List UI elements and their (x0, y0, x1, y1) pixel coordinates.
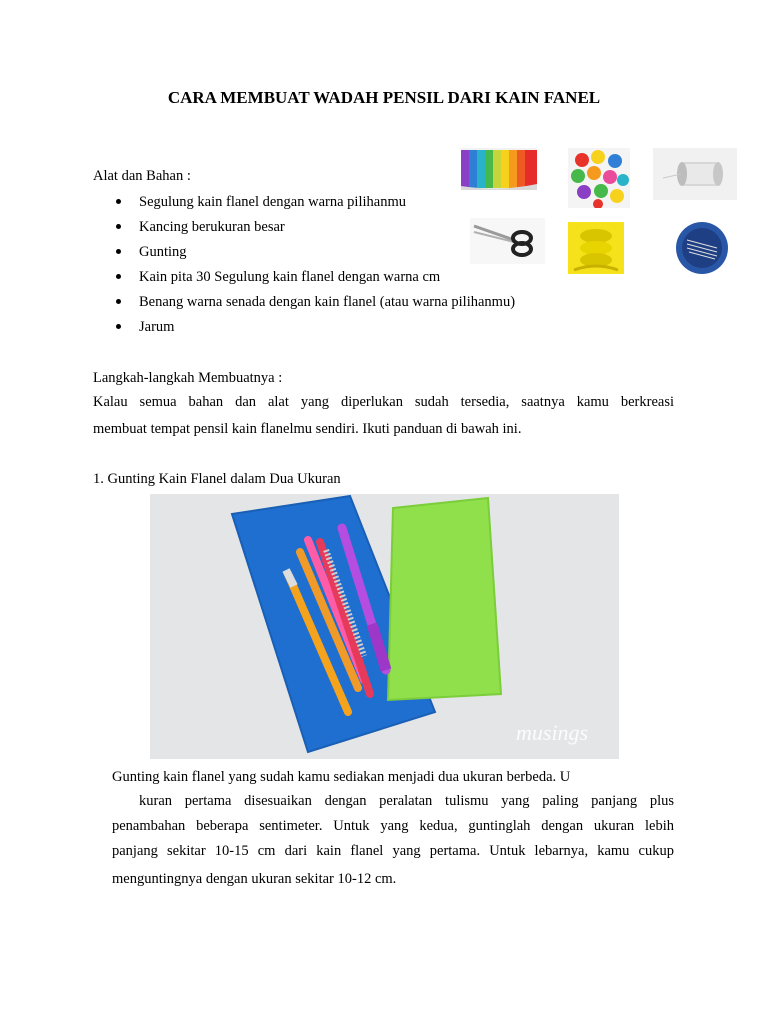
tools-heading: Alat dan Bahan : (93, 168, 191, 184)
needle-case-image (673, 220, 731, 276)
step-paragraph-line: penambahan beberapa sentimeter. Untuk yang kedua, guntinglah dengan ukuran lebih (112, 818, 674, 834)
bullet-icon (116, 299, 121, 304)
list-item: Benang warna senada dengan kain flanel (atau warna pilihanmu) (139, 294, 516, 310)
bullet-icon (116, 199, 121, 204)
step-paragraph-line: Gunting kain flanel yang sudah kamu sediakan menjadi dua ukuran berbeda. U (112, 769, 571, 785)
bullet-icon (116, 324, 121, 329)
list-item: Jarum (139, 319, 175, 335)
list-item: Segulung kain flanel dengan warna pilihanmu (139, 194, 406, 210)
felt-pencils-photo (150, 494, 619, 759)
bullet-icon (116, 224, 121, 229)
steps-intro-line: Kalau semua bahan dan alat yang diperlukan sudah tersedia, saatnya kamu berkreasi (93, 394, 674, 410)
step-paragraph-line: kuran pertama disesuaikan dengan peralatan tulismu yang paling panjang plus (139, 793, 674, 809)
steps-intro-line: membuat tempat pensil kain flanelmu sendiri. Ikuti panduan di bawah ini. (93, 421, 522, 437)
steps-heading: Langkah-langkah Membuatnya : (93, 370, 283, 386)
ribbon-image (568, 222, 624, 274)
list-item: Kain pita 30 Segulung kain flanel dengan warna cm (139, 269, 441, 285)
scissors-image (470, 218, 545, 264)
page-title: CARA MEMBUAT WADAH PENSIL DARI KAIN FANEL (167, 88, 601, 107)
photo-watermark: musings (516, 720, 589, 745)
buttons-image (568, 148, 630, 208)
step-paragraph-line: panjang sekitar 10-15 cm dari kain flanel yang pertama. Untuk lebarnya, kamu cukup (112, 843, 674, 859)
thread-spool-image (653, 148, 737, 200)
list-item: Gunting (139, 244, 187, 260)
step-heading: 1. Gunting Kain Flanel dalam Dua Ukuran (93, 471, 341, 487)
felt-rolls-image (461, 148, 537, 190)
bullet-icon (116, 274, 121, 279)
step-paragraph-line: menguntingnya dengan ukuran sekitar 10-12 cm. (112, 871, 397, 887)
bullet-icon (116, 249, 121, 254)
list-item: Kancing berukuran besar (139, 219, 285, 235)
